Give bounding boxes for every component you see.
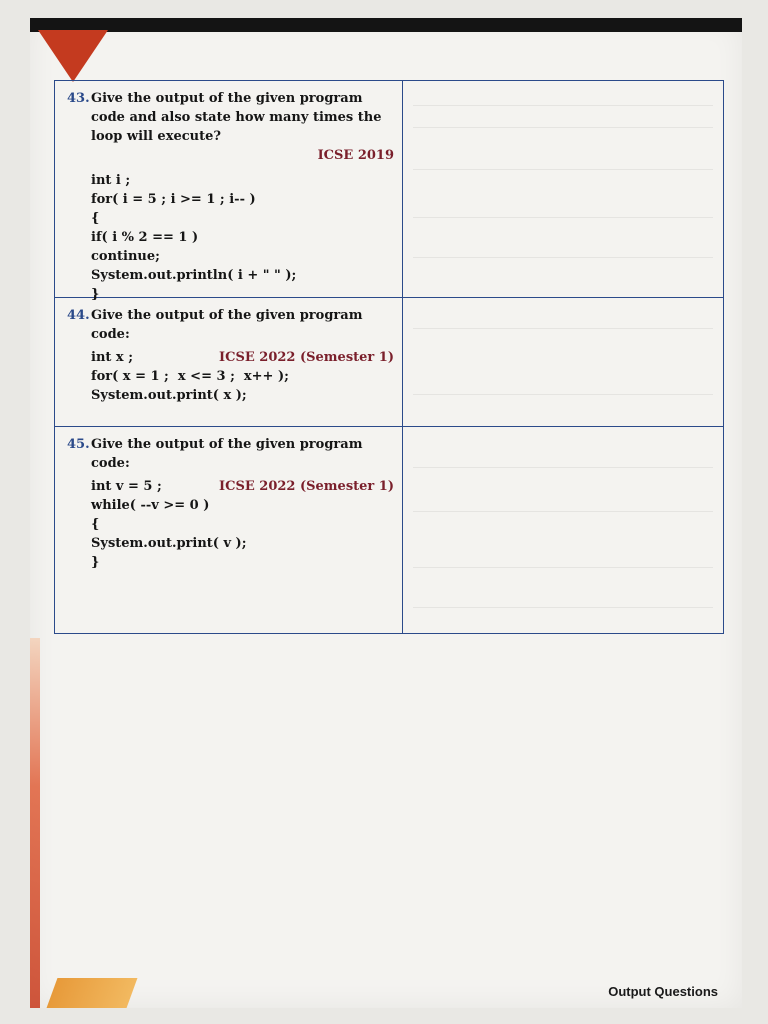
table-row [55,298,723,427]
code-line: System.out.println( i + " " ); [91,268,297,283]
question-number: 45. [67,437,90,452]
questions-table [54,80,724,634]
question-prompt: Give the output of the given program code: [91,308,363,342]
table-row [55,427,723,633]
code-line: for( i = 5 ; i >= 1 ; i-- ) [91,192,256,207]
question-number: 44. [67,308,90,323]
question-cell [55,427,403,633]
answer-cell[interactable] [403,81,723,297]
code-line: System.out.print( x ); [91,388,247,403]
question-source: ICSE 2022 (Semester 1) [219,350,394,365]
code-line: int v = 5 ; [91,479,162,494]
code-line: System.out.print( v ); [91,536,247,551]
code-line: while( --v >= 0 ) [91,498,210,513]
question-prompt: Give the output of the given program code: [91,437,363,471]
corner-tab-decoration [47,978,138,1008]
page-edge-decoration [30,638,40,1008]
top-bar [30,18,742,32]
code-line: continue; [91,249,160,264]
question-cell [55,81,403,302]
footer-section-title: Output Questions [608,984,718,999]
code-line: } [91,287,100,302]
code-line: { [91,211,100,226]
corner-decoration-icon [38,24,108,84]
answer-cell[interactable] [403,427,723,633]
table-row [55,81,723,302]
question-prompt: Give the output of the given program code and also state how many times the loop will execute? [91,91,382,144]
question-cell [55,298,403,426]
question-source: ICSE 2019 [317,148,394,163]
code-line: int x ; [91,350,133,365]
answer-cell[interactable] [403,298,723,426]
code-line: for( x = 1 ; x <= 3 ; x++ ); [91,369,289,384]
question-source: ICSE 2022 (Semester 1) [219,479,394,494]
question-number: 43. [67,91,90,106]
code-line: int i ; [91,173,131,188]
code-line: } [91,555,100,570]
code-line: if( i % 2 == 1 ) [91,230,199,245]
page [30,18,742,1008]
code-line: { [91,517,100,532]
